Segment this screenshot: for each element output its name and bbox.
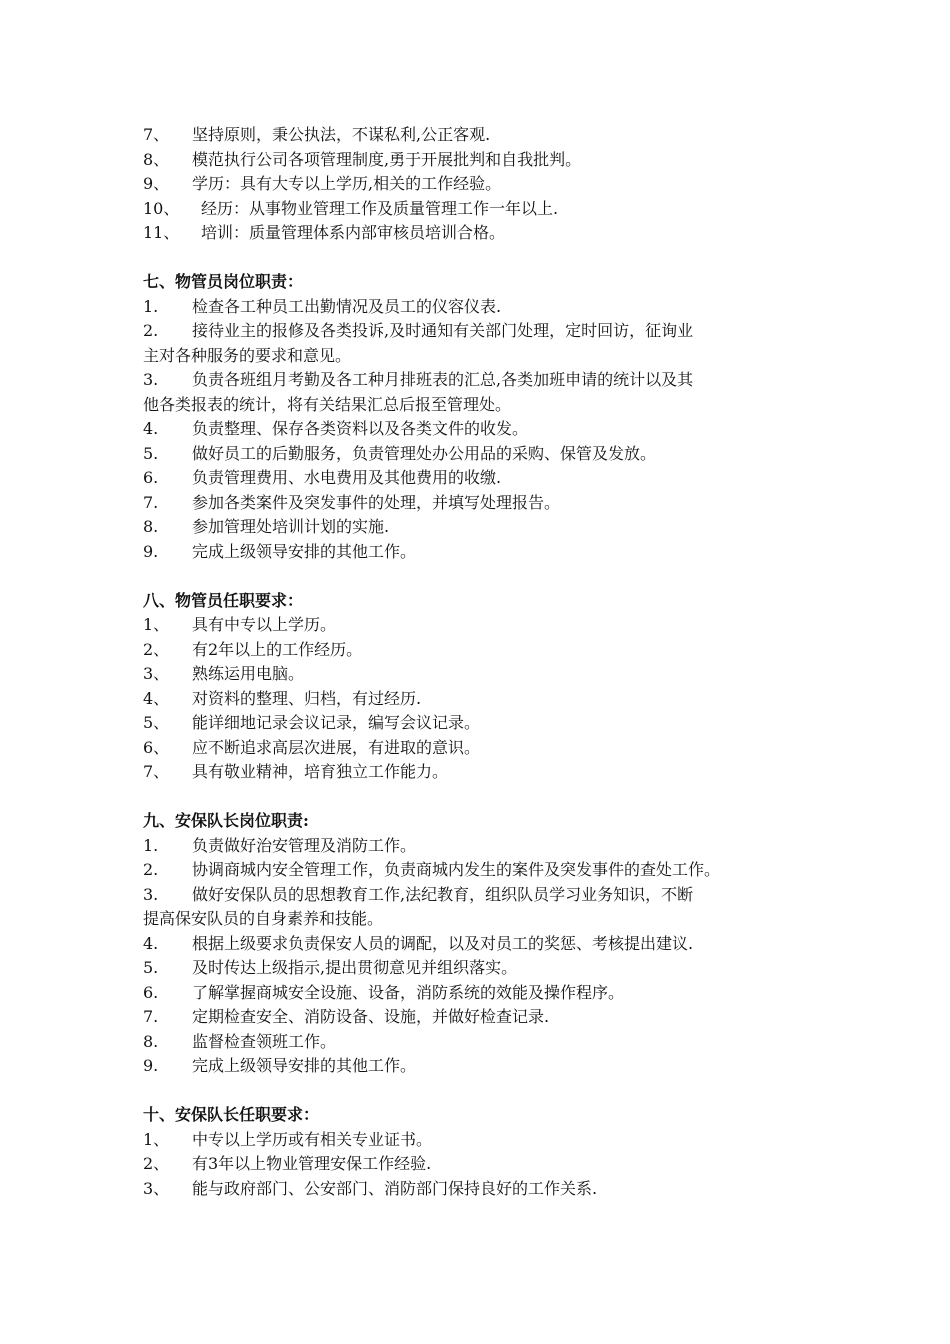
list-item [143,760,833,785]
item-text: 监督检查领班工作。 [192,1031,337,1051]
list-item [143,883,833,908]
item-text: 具有中专以上学历。 [192,615,337,634]
item-number: 1. [143,835,159,855]
list-item [143,319,833,344]
item-number: 6. [143,468,159,487]
item-number: 4. [143,933,159,953]
list-item [143,638,833,663]
item-text: 学历：具有大专以上学历,相关的工作经验。 [192,174,502,193]
item-text: 有3年以上物业管理安保工作经验. [192,1154,432,1173]
spacer [143,246,833,271]
section-prev-list [143,123,833,246]
item-number: 2. [143,860,159,879]
list-item [143,613,833,638]
item-text: 能与政府部门、公安部门、消防部门保持良好的工作关系. [192,1178,598,1198]
document-body [143,123,833,1201]
item-text: 负责整理、保存各类资料以及各类文件的收发。 [192,419,529,438]
item-number: 3、 [143,1178,170,1198]
item-text: 参加各类案件及突发事件的处理，并填写处理报告。 [192,492,561,512]
section9-list [143,834,833,1079]
list-item [143,932,833,957]
item-number: 3. [143,370,159,389]
list-item [143,540,833,565]
list-item [143,1054,833,1079]
list-item [143,221,833,246]
section-heading: 十、安保队长任职要求： [143,1105,320,1124]
item-text: 具有敬业精神，培育独立工作能力。 [192,762,449,781]
item-text: 定期检查安全、消防设备、设施，并做好检查记录. [192,1007,550,1026]
list-item [143,417,833,442]
item-number: 6. [143,982,159,1002]
item-number: 1. [143,296,159,316]
section10-list [143,1128,833,1202]
item-number: 4. [143,419,159,438]
item-text-continuation: 他各类报表的统计，将有关结果汇总后报至管理处。 [143,394,512,414]
item-text: 完成上级领导安排的其他工作。 [192,541,417,561]
section8-list [143,613,833,785]
item-number: 5. [143,958,159,977]
list-item [143,834,833,859]
list-item [143,662,833,687]
item-number: 2. [143,321,159,340]
spacer [143,564,833,589]
item-text: 检查各工种员工出勤情况及员工的仪容仪表. [192,296,502,316]
item-text: 负责各班组月考勤及各工种月排班表的汇总,各类加班申请的统计以及其 [192,370,694,389]
item-number: 2、 [143,639,170,659]
section-heading: 八、物管员任职要求： [143,590,304,610]
item-number: 3. [143,884,159,904]
item-text: 中专以上学历或有相关专业证书。 [192,1129,433,1149]
item-number: 8、 [143,149,170,169]
list-item [143,1177,833,1202]
item-text: 能详细地记录会议记录，编写会议记录。 [192,713,481,732]
item-text: 培训：质量管理体系内部审核员培训合格。 [201,223,506,242]
item-number: 3、 [143,664,170,683]
item-text: 模范执行公司各项管理制度,勇于开展批判和自我批判。 [192,149,582,169]
list-item [143,197,833,222]
item-number: 11、 [143,223,180,242]
list-item [143,736,833,761]
item-text: 完成上级领导安排的其他工作。 [192,1056,417,1075]
list-item [143,295,833,320]
list-item [143,1005,833,1030]
item-number: 9、 [143,174,170,193]
item-number: 1、 [143,615,170,634]
item-text: 应不断追求高层次进展，有进取的意识。 [192,737,481,757]
list-item [143,172,833,197]
spacer [143,785,833,810]
item-text-continuation: 提高保安队员的自身素养和技能。 [143,909,384,928]
item-text: 做好员工的后勤服务，负责管理处办公用品的采购、保管及发放。 [192,443,657,463]
item-text: 坚持原则，秉公执法，不谋私利,公正客观. [192,125,491,144]
item-number: 7. [143,1007,159,1026]
list-item [143,466,833,491]
item-number: 2、 [143,1154,170,1173]
item-number: 9. [143,1056,159,1075]
item-text: 做好安保队员的思想教育工作,法纪教育，组织队员学习业务知识，不断 [192,884,694,904]
list-item [143,491,833,516]
list-item [143,981,833,1006]
item-number: 6、 [143,737,170,757]
section-heading: 七、物管员岗位职责： [143,272,304,291]
item-number: 4、 [143,688,170,708]
list-item [143,956,833,981]
list-item [143,687,833,712]
list-item [143,515,833,540]
list-item [143,442,833,467]
item-text: 负责管理费用、水电费用及其他费用的收缴. [192,468,502,487]
item-text: 根据上级要求负责保安人员的调配，以及对员工的奖惩、考核提出建议. [192,933,694,953]
list-item [143,123,833,148]
item-number: 7、 [143,762,170,781]
item-text: 参加管理处培训计划的实施. [192,517,390,536]
list-item [143,148,833,173]
item-number: 8. [143,517,159,536]
item-number: 5. [143,443,159,463]
item-text: 对资料的整理、归档，有过经历. [192,688,422,708]
section7-list [143,295,833,565]
list-item [143,1152,833,1177]
item-number: 5、 [143,713,170,732]
item-text: 接待业主的报修及各类投诉,及时通知有关部门处理，定时回访，征询业 [192,321,694,340]
item-number: 1、 [143,1129,170,1149]
list-item [143,711,833,736]
list-item [143,1128,833,1153]
item-text: 负责做好治安管理及消防工作。 [192,835,417,855]
item-number: 8. [143,1031,159,1051]
item-text: 了解掌握商城安全设施、设备，消防系统的效能及操作程序。 [192,982,625,1002]
item-number: 7、 [143,125,170,144]
item-text: 协调商城内安全管理工作，负责商城内发生的案件及突发事件的查处工作。 [192,860,721,879]
item-text: 经历：从事物业管理工作及质量管理工作一年以上. [201,198,559,218]
list-item [143,1030,833,1055]
spacer [143,1079,833,1104]
item-text-continuation: 主对各种服务的要求和意见。 [143,345,352,365]
item-number: 7. [143,492,159,512]
list-item [143,368,833,393]
item-number: 10、 [143,198,180,218]
section-heading: 九、安保队长岗位职责: [143,811,309,830]
item-text: 熟练运用电脑。 [192,664,305,683]
item-text: 有2年以上的工作经历。 [192,639,363,659]
item-number: 9. [143,541,159,561]
item-text: 及时传达上级指示,提出贯彻意见并组织落实。 [192,958,518,977]
list-item [143,858,833,883]
